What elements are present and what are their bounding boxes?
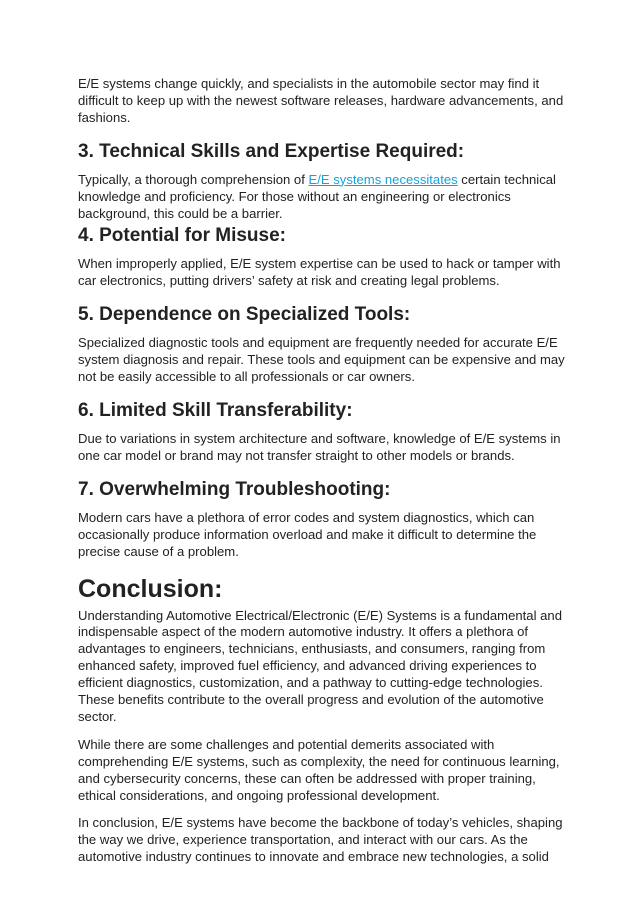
conclusion-paragraph-1: Understanding Automotive Electrical/Electronic (E/E) Systems is a fundamental and indispensable aspect of the modern automotive industry. It offers a plethora of advantages to engineers, technicians, enthusiasts, and consumers, ranging from enhanced safety, improved fuel efficiency, and advanced driving experiences to efficient diagnostics, customization, and a pathway to cutting-edge technologies. These benefits contribute to the overall progress and evolution of the automotive sector.: [78, 607, 562, 724]
section-4-heading: 4. Potential for Misuse:: [78, 225, 286, 247]
section-3-text-before: Typically, a thorough comprehension of: [78, 171, 309, 187]
intro-paragraph: E/E systems change quickly, and specialists in the automobile sector may find it difficult to keep up with the newest software releases, hardware advancements, and fashions.: [78, 76, 564, 125]
section-3-text-after: certain technical knowledge and proficiency. For those without an engineering or electronics background, this could be a barrier.: [78, 171, 556, 221]
section-5-paragraph: Specialized diagnostic tools and equipment are frequently needed for accurate E/E system diagnosis and repair. These tools and equipment can be expensive and may not be easily accessible to all professionals or car owners.: [78, 335, 565, 385]
section-6-heading: 6. Limited Skill Transferability:: [78, 399, 353, 421]
section-7-paragraph: Modern cars have a plethora of error codes and system diagnostics, which can occasionally produce information overload and make it difficult to determine the precise cause of a problem.: [78, 509, 537, 559]
e-e-systems-link[interactable]: E/E systems necessitates: [308, 171, 458, 187]
section-7-heading: 7. Overwhelming Troubleshooting:: [78, 478, 391, 500]
conclusion-paragraph-3: In conclusion, E/E systems have become the backbone of today’s vehicles, shaping the way we drive, experience transportation, and interact with our cars. As the automotive industry continues to innovate and embrace new technologies, a solid: [78, 815, 563, 865]
section-3-heading: 3. Technical Skills and Expertise Required:: [78, 140, 465, 162]
section-3-paragraph: [78, 172, 568, 223]
conclusion-heading: Conclusion:: [78, 574, 223, 603]
section-4-paragraph: When improperly applied, E/E system expertise can be used to hack or tamper with car electronics, putting drivers’ safety at risk and creating legal problems.: [78, 256, 561, 289]
conclusion-paragraph-2: While there are some challenges and potential demerits associated with comprehending E/E systems, such as complexity, the need for continuous learning, and cybersecurity concerns, these can often be addressed with proper training, ethical considerations, and ongoing professional development.: [78, 736, 560, 803]
section-5-heading: 5. Dependence on Specialized Tools:: [78, 304, 411, 326]
section-6-paragraph: Due to variations in system architecture and software, knowledge of E/E systems in one car model or brand may not transfer straight to other models or brands.: [78, 430, 561, 463]
document-body: [78, 76, 568, 866]
